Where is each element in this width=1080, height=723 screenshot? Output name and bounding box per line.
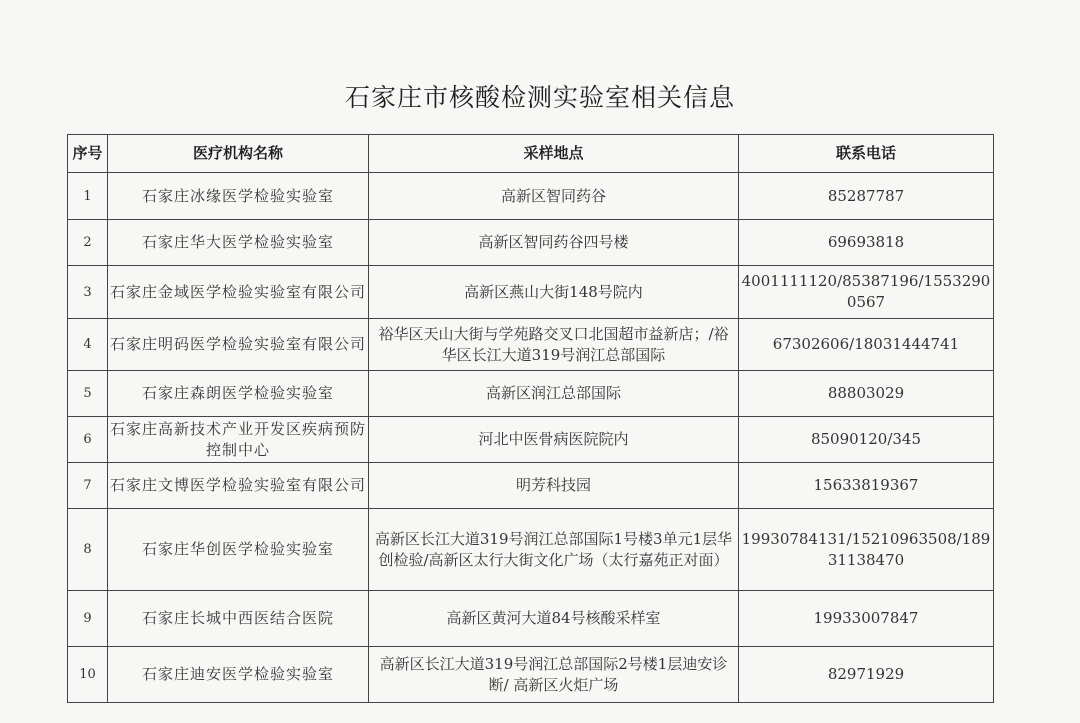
cell-institution: 石家庄明码医学检验实验室有限公司 xyxy=(108,319,369,371)
header-site: 采样地点 xyxy=(369,135,739,173)
cell-site: 高新区智同药谷 xyxy=(369,173,739,220)
table-row xyxy=(68,266,994,319)
table-header-row xyxy=(68,135,994,173)
cell-seq: 5 xyxy=(68,371,108,417)
cell-phone: 69693818 xyxy=(739,220,994,266)
cell-site: 高新区智同药谷四号楼 xyxy=(369,220,739,266)
cell-phone: 67302606/18031444741 xyxy=(739,319,994,371)
cell-site: 高新区燕山大街148号院内 xyxy=(369,266,739,319)
cell-site: 高新区长江大道319号润江总部国际1号楼3单元1层华创检验/高新区太行大街文化广场（太行嘉苑正对面） xyxy=(369,509,739,591)
cell-seq: 2 xyxy=(68,220,108,266)
cell-institution: 石家庄森朗医学检验实验室 xyxy=(108,371,369,417)
header-institution: 医疗机构名称 xyxy=(108,135,369,173)
cell-institution: 石家庄长城中西医结合医院 xyxy=(108,591,369,647)
cell-phone: 15633819367 xyxy=(739,463,994,509)
cell-institution: 石家庄高新技术产业开发区疾病预防控制中心 xyxy=(108,417,369,463)
cell-site: 高新区黄河大道84号核酸采样室 xyxy=(369,591,739,647)
cell-phone: 19930784131/15210963508/18931138470 xyxy=(739,509,994,591)
header-phone: 联系电话 xyxy=(739,135,994,173)
table-row xyxy=(68,319,994,371)
table-row xyxy=(68,463,994,509)
cell-phone: 19933007847 xyxy=(739,591,994,647)
cell-seq: 10 xyxy=(68,647,108,703)
table-row xyxy=(68,647,994,703)
cell-institution: 石家庄迪安医学检验实验室 xyxy=(108,647,369,703)
cell-site: 明芳科技园 xyxy=(369,463,739,509)
cell-seq: 4 xyxy=(68,319,108,371)
cell-seq: 9 xyxy=(68,591,108,647)
cell-site: 高新区润江总部国际 xyxy=(369,371,739,417)
cell-phone: 4001111120/85387196/15532900567 xyxy=(739,266,994,319)
cell-seq: 7 xyxy=(68,463,108,509)
cell-site: 裕华区天山大街与学苑路交叉口北国超市益新店；/裕华区长江大道319号润江总部国际 xyxy=(369,319,739,371)
table-row xyxy=(68,591,994,647)
cell-seq: 3 xyxy=(68,266,108,319)
cell-institution: 石家庄文博医学检验实验室有限公司 xyxy=(108,463,369,509)
cell-phone: 85090120/345 xyxy=(739,417,994,463)
cell-institution: 石家庄华创医学检验实验室 xyxy=(108,509,369,591)
table-row xyxy=(68,509,994,591)
page-title: 石家庄市核酸检测实验室相关信息 xyxy=(344,83,735,112)
cell-phone: 85287787 xyxy=(739,173,994,220)
table-row xyxy=(68,371,994,417)
cell-seq: 8 xyxy=(68,509,108,591)
cell-phone: 82971929 xyxy=(739,647,994,703)
table-row xyxy=(68,173,994,220)
lab-info-table xyxy=(67,134,994,703)
cell-seq: 1 xyxy=(68,173,108,220)
cell-site: 河北中医骨病医院院内 xyxy=(369,417,739,463)
cell-site: 高新区长江大道319号润江总部国际2号楼1层迪安诊断/ 高新区火炬广场 xyxy=(369,647,739,703)
cell-institution: 石家庄金域医学检验实验室有限公司 xyxy=(108,266,369,319)
cell-institution: 石家庄冰缘医学检验实验室 xyxy=(108,173,369,220)
table-row xyxy=(68,417,994,463)
table-row xyxy=(68,220,994,266)
header-seq: 序号 xyxy=(68,135,108,173)
cell-seq: 6 xyxy=(68,417,108,463)
cell-phone: 88803029 xyxy=(739,371,994,417)
cell-institution: 石家庄华大医学检验实验室 xyxy=(108,220,369,266)
